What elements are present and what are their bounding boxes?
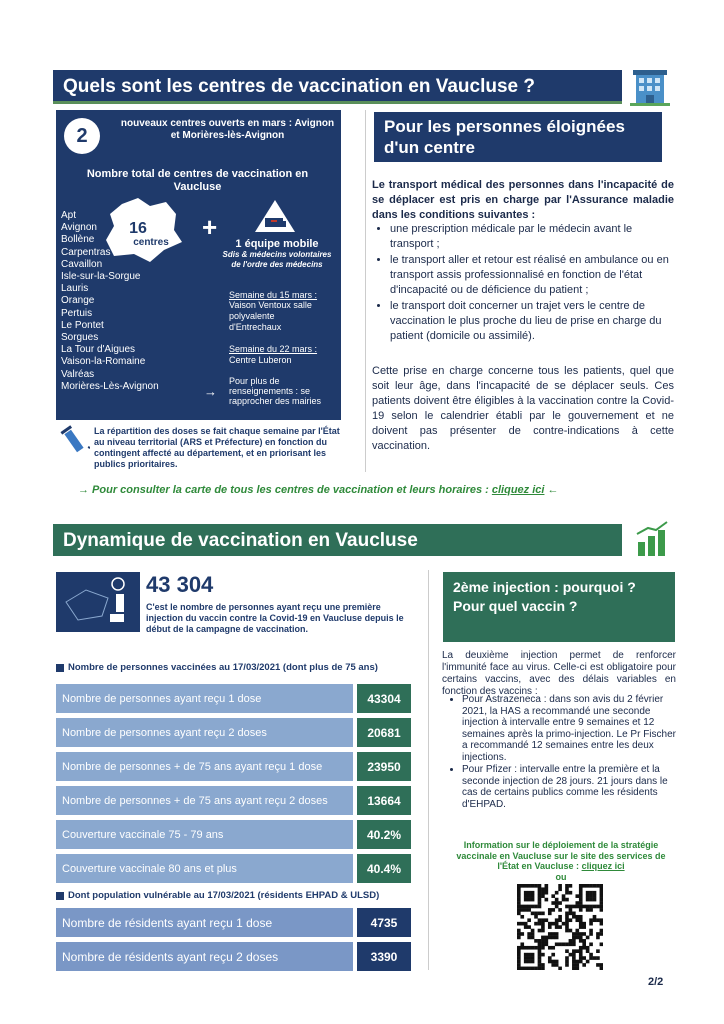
row-label: Nombre de personnes ayant reçu 2 doses — [56, 718, 353, 747]
ambulance-icon — [253, 198, 297, 234]
centres-count-label: centres — [133, 237, 169, 248]
town-item: Sorgues — [61, 332, 99, 344]
town-item: Pertuis — [61, 307, 93, 319]
town-item: Cavaillon — [61, 258, 103, 270]
plus-sign: + — [202, 212, 218, 242]
injection-bullet-item: • Pour Astrazeneca : dans son avis du 2 février 2021, la HAS a recommandé une seconde injection à intervalle entre 9 semaines et 12 semaines après la primo-injection. Le Pr Fischer a recommandé 12 semaines entre les deux injections. — [462, 694, 676, 763]
mobile-title: 1 équipe mobile — [235, 238, 319, 250]
transport-condition-item: • le transport doit concerner un trajet vers le centre de vaccination le plus proche du lieu de prise en charge du patient (domicile ou assimilé). — [390, 299, 674, 344]
map-link-line — [78, 484, 678, 496]
info-link[interactable]: cliquez ici — [581, 861, 625, 871]
badge-circle: 2 — [64, 118, 100, 154]
week2-title: Semaine du 22 mars : — [229, 344, 318, 354]
table-row — [56, 820, 411, 849]
info-text: Pour plus de renseignements : se rapprocher des mairies — [229, 376, 322, 406]
row-value: 23950 — [357, 752, 411, 781]
town-item: Lauris — [61, 283, 89, 295]
table-row — [56, 718, 411, 747]
arrow-icon: → — [204, 384, 217, 399]
town-item: Orange — [61, 295, 95, 307]
table-row — [56, 908, 411, 937]
town-item: La Tour d'Aigues — [61, 344, 135, 356]
town-item: Apt — [61, 210, 77, 221]
map-link[interactable]: cliquez ici — [491, 484, 545, 496]
town-item: Avignon — [61, 222, 97, 234]
town-item: Bollène — [61, 234, 95, 246]
table1-title: Nombre de personnes vaccinées au 17/03/2021 (dont plus de 75 ans) — [56, 662, 378, 673]
week2-text: Centre Luberon — [229, 355, 292, 365]
row-value: 4735 — [357, 908, 411, 937]
row-value: 43304 — [357, 684, 411, 713]
centres-count: 16 — [129, 220, 147, 237]
injection-intro: La deuxième injection permet de renforcer l'immunité face au virus. Celle-ci est obligatoire pour certains vaccins, avec des délais variables en fonction des vaccins : — [442, 650, 676, 697]
section-header-dynamique: Dynamique de vaccination en Vaucluse — [53, 524, 622, 556]
injection-title: 2ème injection : pourquoi ? Pour quel vaccin ? — [443, 572, 675, 642]
town-item: Valréas — [61, 368, 95, 380]
row-value: 3390 — [357, 942, 411, 971]
big-number: 43 304 — [146, 572, 214, 597]
transport-condition-item: • une prescription médicale par le médecin avant le transport ; — [390, 222, 674, 252]
week1-text: Vaison Ventoux salle polyvalente d'Entrechaux — [229, 300, 312, 332]
row-label: Couverture vaccinale 80 ans et plus — [56, 854, 353, 883]
table-row — [56, 942, 411, 971]
big-desc: C'est le nombre de personnes ayant reçu une première injection du vaccin contre la Covid-19 en Vaucluse depuis le début de la campagne de vaccination. — [146, 602, 404, 634]
row-label: Couverture vaccinale 75 - 79 ans — [56, 820, 353, 849]
row-label: Nombre de personnes ayant reçu 1 dose — [56, 684, 353, 713]
transport-para: Cette prise en charge concerne tous les patients, quel que soit leur âge, dans l'incapacité de se déplacer seuls. Ces patients doivent être éligibles à la vaccination contre la Covid-19 selon le calendrier établi par le gouvernement et ne doivent pas présenter de contre-indications à cette vaccination. — [372, 365, 674, 452]
row-value: 20681 — [357, 718, 411, 747]
table-row — [56, 854, 411, 883]
building-icon — [630, 68, 670, 106]
row-label: Nombre de personnes + de 75 ans ayant reçu 2 doses — [56, 786, 353, 815]
table-row — [56, 752, 411, 781]
week1-title: Semaine du 15 mars : — [229, 290, 318, 300]
doses-note: La répartition des doses se fait chaque semaine par l'État au niveau territorial (ARS et Préfecture) en fonction du contingent affecté au département, et en priorisant les publics prioritaires. — [94, 426, 340, 469]
growth-chart-icon — [634, 520, 670, 556]
transport-intro: Le transport médical des personnes dans l'incapacité de se déplacer est pris en charge par l'Assurance maladie dans les conditions suivantes : — [372, 179, 674, 221]
map-link-text: → Pour consulter la carte de tous les centres de vaccination et leurs horaires : — [78, 484, 489, 496]
towns-list — [61, 210, 171, 393]
transport-conditions — [374, 222, 674, 345]
row-label: Nombre de résidents ayant reçu 2 doses — [56, 942, 353, 971]
vaccin-map-image — [56, 572, 140, 632]
arrow-left-icon: ← — [547, 484, 559, 496]
qr-code[interactable] — [517, 884, 603, 970]
table-row — [56, 786, 411, 815]
page-number: 2/2 — [648, 976, 664, 988]
town-item: Carpentras — [61, 246, 111, 258]
town-item: Le Pontet — [61, 319, 104, 331]
table2-title: Dont population vulnérable au 17/03/2021 (résidents EHPAD & ULSD) — [56, 890, 379, 901]
injection-info: Information sur le déploiement de la stratégie vaccinale en Vaucluse sur le site des services de l'État en Vaucluse : cliquez ici ou — [456, 840, 666, 882]
right-title: Pour les personnes éloignées d'un centre — [374, 112, 662, 162]
transport-condition-item: • le transport aller et retour est réalisé en ambulance ou en transport assis professionnalisé en fonction de l'état d'incapacité ou de déficience du patient ; — [390, 253, 674, 298]
new-centres-text: nouveaux centres ouverts en mars : Avignon et Morières-lès-Avignon — [120, 118, 335, 141]
section-header-centres: Quels sont les centres de vaccination en Vaucluse ? — [53, 70, 622, 104]
row-value: 40.2% — [357, 820, 411, 849]
injection-bullet-item: • Pour Pfizer : intervalle entre la première et la seconde injection de 28 jours. 21 jours dans le cas de certains publics comme les résidents d'EHPAD. — [462, 764, 676, 810]
total-title: Nombre total de centres de vaccination en Vaucluse — [86, 168, 309, 193]
row-label: Nombre de personnes + de 75 ans ayant reçu 1 dose — [56, 752, 353, 781]
row-value: 13664 — [357, 786, 411, 815]
injection-bullets — [446, 694, 676, 811]
row-label: Nombre de résidents ayant reçu 1 dose — [56, 908, 353, 937]
mobile-sub: Sdis & médecins volontaires de l'ordre des médecins — [222, 250, 332, 269]
table-row — [56, 684, 411, 713]
syringe-icon — [60, 424, 90, 464]
row-value: 40.4% — [357, 854, 411, 883]
town-item: Vaison-la-Romaine — [61, 356, 146, 368]
town-item: Isle-sur-la-Sorgue — [61, 271, 141, 283]
town-item: Morières-Lès-Avignon — [61, 380, 159, 392]
